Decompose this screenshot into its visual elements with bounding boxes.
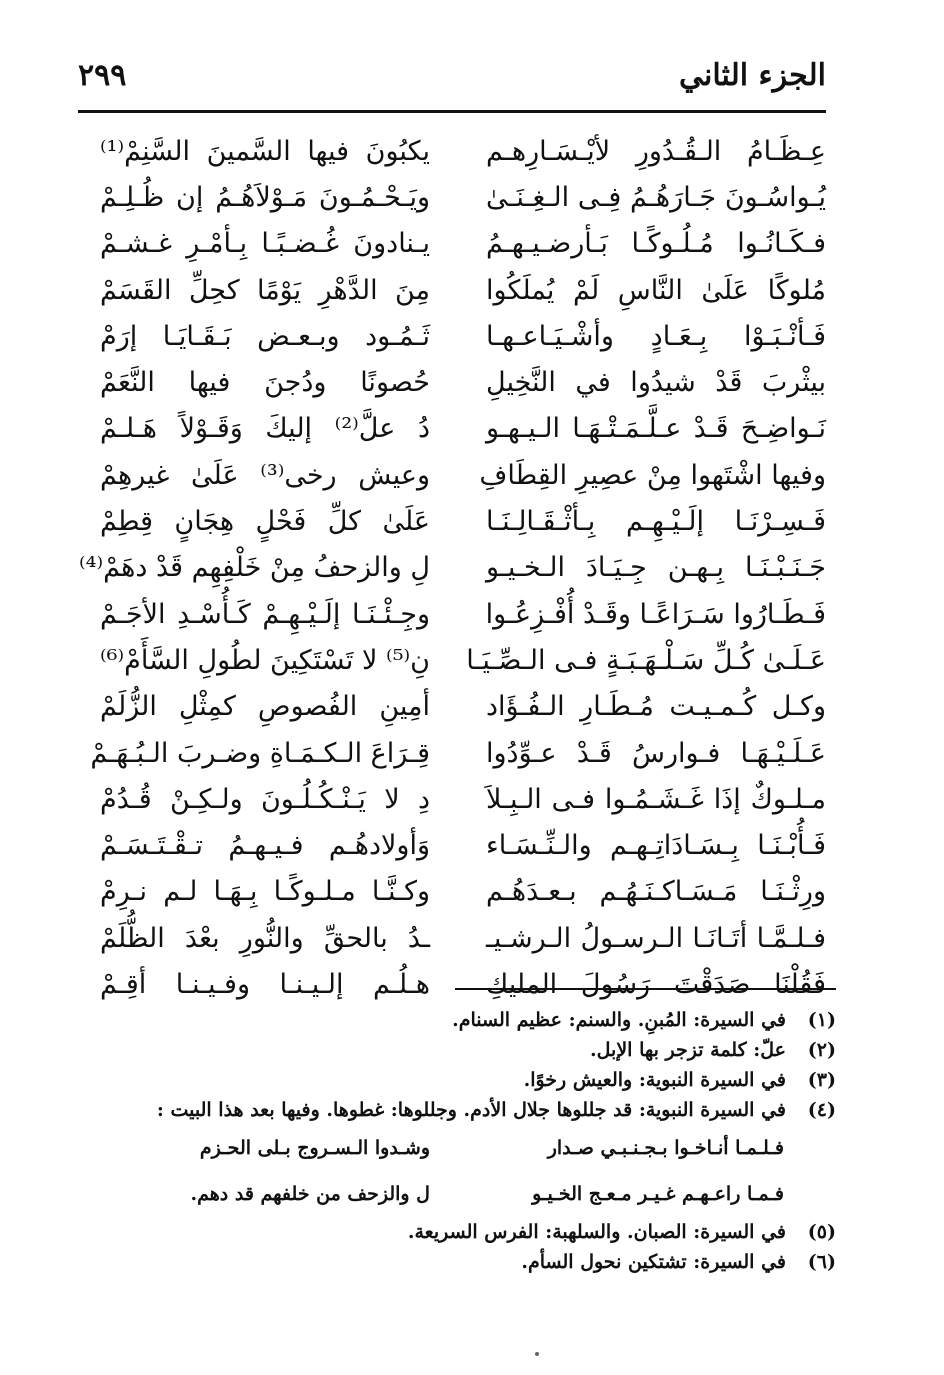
footnote-number: (٦)	[807, 1251, 836, 1273]
verse-first-hemistich: فَقُلْنَا صَدَقْتَ رَسُولَ المليكِ	[486, 968, 826, 1000]
verse-second-hemistich: يكبُونَ فيها السَّمينَ السَّنِمْ⁽¹⁾	[100, 135, 430, 167]
verse-second-hemistich: قِـرَاعَ الـكـمَـاةِ وضـربَ الـبُـهَـمْ	[90, 737, 430, 769]
verse-first-hemistich: فَـسِـرْنَـا إلَـيْـهِـم بِـأثْـقَـالِـنَـا	[486, 506, 826, 538]
verse-first-hemistich: وكـل كُـمـيـت مُـطَـارِ الـفُـؤَاد	[486, 691, 826, 723]
verse-first-hemistich: جَـنَـبْـنَـا بِـهـن جِـيَـادَ الـخـيـو	[486, 552, 826, 584]
verse-line	[100, 174, 826, 220]
verse-line	[100, 915, 826, 961]
verse-line	[100, 221, 826, 267]
verse-line	[90, 730, 826, 776]
verse-second-hemistich: مِنَ الدَّهْرِ يَوْمًا كحِلِّ القَسَمْ	[100, 274, 430, 306]
verse-line	[100, 406, 826, 452]
verse-first-hemistich: ورِثْـنَـا مَـسَـاكـنَـهُـم بـعـدَهُـم	[486, 876, 826, 908]
verse-line	[79, 545, 826, 591]
verse-second-hemistich: دِ لا يَـنْـكُـلُـونَ ولـكِـنْ قُـدُمْ	[100, 783, 430, 815]
footnote	[100, 1095, 836, 1125]
footnote-text: علّ: كلمة تزجر بها الإبل.	[590, 1039, 786, 1061]
verse-first-hemistich: عَـلَـيْـهَـا فـوارسُ قَـدْ عـوِّدُوا	[486, 737, 826, 769]
footnote-text: في السيرة النبوية: قد جللوها جلال الأدم. وجللوها: غطوها. وفيها بعد هذا البيت :	[156, 1099, 786, 1121]
footnote-number: (٣)	[807, 1069, 836, 1091]
verse-first-hemistich: بيثْربَ قَدْ شيدُوا في النَّخِيلِ	[486, 367, 826, 399]
poem-verses	[79, 128, 826, 1008]
footnote-verse-line	[100, 1125, 836, 1171]
verse-first-hemistich: عِـظَـامُ الـقُـدُورِ لأيْـسَـارِهـم	[486, 135, 826, 167]
verse-first-hemistich: فَـطَـارُوا سَـرَاعًـا وقَـدْ أُفْـزِعُـوا	[485, 598, 826, 630]
verse-first-hemistich: فَـأنْـبَـوْا بِـعَـادٍ وأشْـيَـاعـهـا	[486, 320, 826, 352]
verse-second-hemistich: وجِـئْـنَـا إلَـيْـهِـمْ كَـأُسْـدِ الأجَـمْ	[100, 598, 430, 630]
footnote	[100, 1005, 836, 1035]
verse-first-hemistich: مُلوكًا عَلَىٰ النَّاسِ لَمْ يُملَكُوا	[486, 274, 826, 306]
verse-second-hemistich: ويَـحْـمُـونَ مَـوْلاَهُـمُ إن ظُـلِـمْ	[100, 181, 430, 213]
verse-first-hemistich: فَـأُبْـنَـا بِـسَـادَاتِـهـم والـنِّـسَـاء	[486, 830, 826, 862]
verse-line	[100, 961, 826, 1007]
footnote-verse-line	[100, 1171, 836, 1217]
footnotes	[100, 1005, 836, 1277]
footnote	[100, 1217, 836, 1247]
footnote-text: في السيرة النبوية: والعيش رخوًا.	[523, 1069, 786, 1091]
verse-line	[100, 128, 826, 174]
verse-line	[100, 452, 826, 498]
verse-second-hemistich: وكـنَّـا مـلـوكًـا بِـهَـا لـم نـرِمْ	[100, 876, 430, 908]
verse-line	[100, 498, 826, 544]
verse-first-hemistich: وفيها اشْتَهوا مِنْ عصِيرِ القِطَافِ	[479, 459, 826, 491]
verse-line	[100, 776, 826, 822]
page-header-title: الجزء الثاني	[679, 58, 826, 93]
verse-second-hemistich: حُصونًا ودُجنَ فيها النَّعَمْ	[100, 367, 430, 399]
footnote-verse-second-hemistich: وشـدوا الـسـروج بـلى الحـزم	[199, 1137, 430, 1159]
verse-line	[100, 822, 826, 868]
footnote-verse-second-hemistich: ل والزحف من خلفهم قد دهم.	[190, 1183, 430, 1205]
verse-line	[100, 267, 826, 313]
verse-line	[100, 869, 826, 915]
verse-second-hemistich: ثَـمُـود وبـعـض بَـقَـايَـا إرَمْ	[100, 320, 430, 352]
footnote	[100, 1035, 836, 1065]
verse-second-hemistich: لِ والزحفُ مِنْ خَلْفِهِم قَدْ دهَمْ⁽⁴⁾	[79, 552, 430, 584]
footnote-number: (٥)	[807, 1221, 836, 1243]
verse-second-hemistich: يـنادونَ غُـضـبًـا بِـأمْـرِ غـشـمْ	[100, 228, 430, 260]
verse-second-hemistich: أمِينِ الفُصوصِ كمِثْلِ الزُّلَمْ	[100, 691, 430, 723]
footnote	[100, 1247, 836, 1277]
footnote-verse-first-hemistich: فـلـمـا أنـاخـوا بـجـنـبـي صـدار	[547, 1137, 784, 1159]
footnote-text: في السيرة: تشتكين نحول السأم.	[521, 1251, 786, 1273]
verse-second-hemistich: نِ⁽⁵⁾ لا تَسْتَكِينَ لطُولِ السَّأَمْ⁽⁶⁾	[100, 644, 430, 676]
verse-first-hemistich: نَـواضِـحَ قَـدْ عـلَّـمَـتْـهَـا الـيـهـو	[486, 413, 826, 445]
footnote-number: (٢)	[807, 1039, 836, 1061]
footnote-number: (٤)	[807, 1099, 836, 1121]
verse-second-hemistich: وعيش رخى⁽³⁾ عَلَىٰ غيرهِمْ	[100, 459, 430, 491]
verse-line	[100, 591, 826, 637]
verse-line	[100, 313, 826, 359]
verse-line	[100, 637, 826, 683]
verse-second-hemistich: هـلُـم إلـيـنـا وفـيـنـا أقِـمْ	[100, 968, 430, 1000]
footnote-divider	[455, 988, 836, 990]
verse-second-hemistich: عَلَىٰ كلِّ فَحْلٍ هِجَانٍ قِطِمْ	[100, 506, 430, 538]
verse-first-hemistich: يُـواسُـونَ جَـارَهُـمُ فِـى الـغِـنَـىٰ	[486, 181, 826, 213]
verse-line	[100, 684, 826, 730]
page-number: ٢٩٩	[78, 58, 127, 93]
footnote-text: في السيرة: الصبان. والسلهبة: الفرس السريعة.	[407, 1221, 786, 1243]
verse-second-hemistich: وَأولادهُـم فـيـهـمُ تـقْـتَـسَـمْ	[100, 830, 430, 862]
verse-first-hemistich: فـلـمَّـا أتَـانَـا الـرسـولُ الـرشـيـ	[486, 922, 826, 954]
verse-first-hemistich: مـلـوكٌ إذَا غَـشَـمُـوا فـى الـبِـلاَ	[486, 783, 826, 815]
page-speck	[535, 1352, 539, 1356]
verse-first-hemistich: عَـلَـىٰ كُـلِّ سَـلْـهَـبَـةٍ فـى الـصِّـيَـا	[466, 644, 826, 676]
footnote-verse-first-hemistich: فـمـا راعـهـم غـيـر مـعـج الخـيـو	[532, 1183, 784, 1205]
footnote	[100, 1065, 836, 1095]
verse-second-hemistich: ـدُ بالحقِّ والنُّورِ بعْدَ الظُّلَمْ	[100, 922, 430, 954]
footnote-number: (١)	[807, 1009, 836, 1031]
footnote-text: في السيرة: المُبنِ. والسنم: عظيم السنام.	[452, 1009, 786, 1031]
verse-line	[100, 359, 826, 405]
header-divider	[78, 110, 826, 113]
verse-second-hemistich: دُ علَّ⁽²⁾ إليكَ وَقَـوْلاً هَـلـمْ	[100, 413, 430, 445]
verse-first-hemistich: فـكَـانُـوا مُـلُـوكًـا بَـأرضـيـهـمُ	[486, 228, 826, 260]
